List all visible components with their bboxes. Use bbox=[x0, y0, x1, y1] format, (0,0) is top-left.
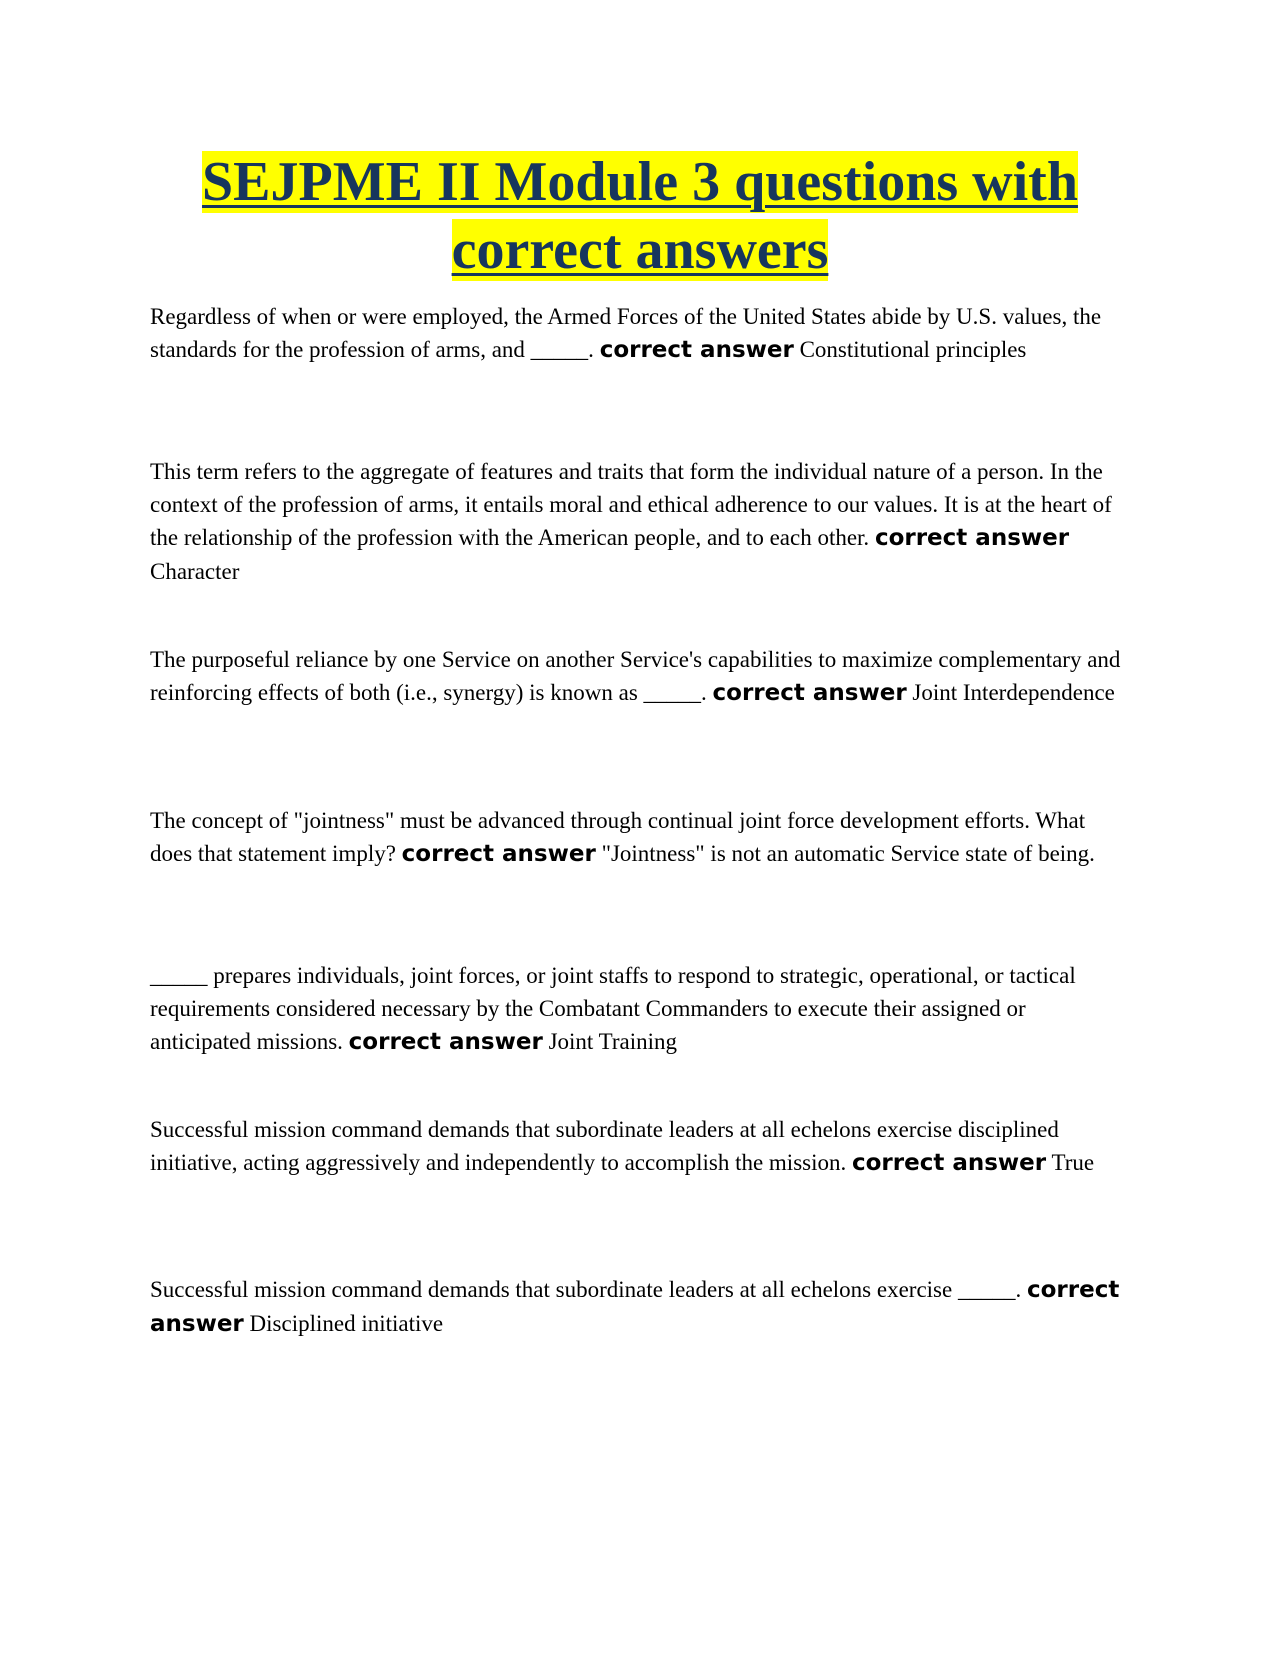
qa-item-2 bbox=[150, 455, 1130, 588]
question-text: The concept of "jointness" must be advanced through continual joint force development efforts. What does that statement imply? bbox=[150, 808, 1086, 866]
qa-item-7 bbox=[150, 1273, 1130, 1341]
question-text: Successful mission command demands that subordinate leaders at all echelons exercise _____. bbox=[150, 1277, 1022, 1302]
question-text: This term refers to the aggregate of features and traits that form the individual nature of a person. In the context of the profession of arms, it entails moral and ethical adherence to our values. It is at the heart of the relationship of the profession with the American people, and to each other. bbox=[150, 459, 1112, 550]
answer-label: correct answer bbox=[851, 1150, 1047, 1176]
answer-label: correct answer bbox=[712, 680, 907, 706]
question-text: The purposeful reliance by one Service on another Service's capabilities to maximize complementary and reinforcing effects of both (i.e., synergy) is known as _____. bbox=[150, 647, 1121, 705]
question-text: Regardless of when or were employed, the Armed Forces of the United States abide by U.S. values, the standards for the profession of arms, and _____. bbox=[150, 304, 1102, 362]
answer-text: Joint Training bbox=[548, 1029, 678, 1054]
answer-label: correct answer bbox=[348, 1029, 543, 1055]
answer-label: correct answer bbox=[150, 1277, 1120, 1337]
document-title bbox=[150, 148, 1130, 284]
document-title-text: SEJPME II Module 3 questions with correct answers bbox=[202, 151, 1078, 281]
qa-item-1 bbox=[150, 300, 1130, 367]
qa-item-5 bbox=[150, 959, 1130, 1059]
answer-text: Joint Interdependence bbox=[912, 680, 1115, 705]
question-text: _____ prepares individuals, joint forces, or joint staffs to respond to strategic, operational, or tactical requirements considered necessary by the Combatant Commanders to execute their assigned or anticipated missions. bbox=[150, 963, 1076, 1054]
answer-text: Character bbox=[150, 559, 240, 584]
answer-label: correct answer bbox=[599, 337, 794, 363]
qa-item-3 bbox=[150, 643, 1130, 710]
answer-text: Constitutional principles bbox=[799, 337, 1027, 362]
qa-item-6 bbox=[150, 1113, 1130, 1180]
answer-label: correct answer bbox=[401, 841, 596, 867]
answer-text: Disciplined initiative bbox=[249, 1311, 444, 1336]
answer-label: correct answer bbox=[874, 525, 1070, 551]
answer-text: True bbox=[1051, 1150, 1095, 1175]
answer-text: "Jointness" is not an automatic Service state of being. bbox=[601, 841, 1095, 866]
question-text: Successful mission command demands that subordinate leaders at all echelons exercise disciplined initiative, acting aggressively and independently to accomplish the mission. bbox=[150, 1117, 1059, 1175]
qa-item-4 bbox=[150, 804, 1130, 871]
